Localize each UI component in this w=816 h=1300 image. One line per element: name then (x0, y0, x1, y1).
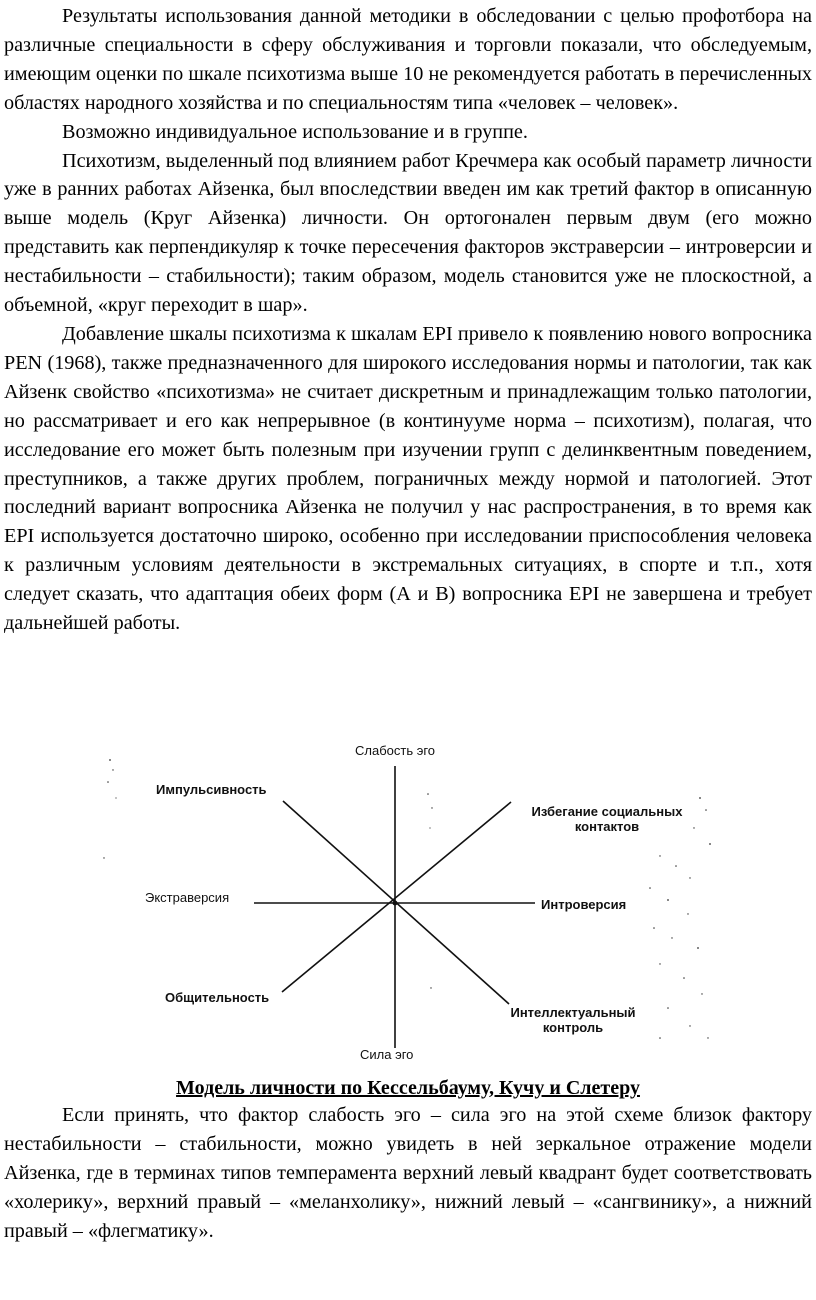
paragraph: Если принять, что фактор слабость эго – сила эго на этой схеме близок фактору нестабильности – стабильности, можно увидеть в ней зеркальное отражение модели Айзенка, где в терминах типов темперамента верхний левый квадрант будет соответствовать «холерику», верхний правый – «меланхолику», нижний левый – «сангвинику», а нижний правый – «флегматику». (4, 1104, 812, 1242)
text-body (4, 0, 812, 638)
label-extraversion: Экстраверсия (145, 890, 230, 905)
label-social-avoidance (512, 804, 702, 834)
label-ego-weakness: Слабость эго (355, 743, 436, 758)
label-social-avoidance-line1: Избегание социальных (531, 804, 683, 819)
label-intellectual-control-line1: Интеллектуальный (510, 1005, 636, 1020)
text-body-after (4, 1101, 812, 1246)
center-point (393, 901, 398, 906)
label-sociability: Общительность (165, 990, 270, 1005)
paragraph: Возможно индивидуальное использование и в группе. (62, 120, 528, 143)
paragraph: Результаты использования данной методики в обследовании с целью профотбора на различные специальности в сферу обслуживания и торговли показали, что обследуемым, имеющим оценки по шкале психотизма выше 10 не рекомендуется работать в перечисленных областях народного хозяйства и по специальностям типа «человек – человек». (4, 5, 812, 114)
paragraph: Психотизм, выделенный под влиянием работ Кречмера как особый параметр личности уже в ранних работах Айзенка, был впоследствии введен им как третий фактор в описанную выше модель (Круг Айзенка) личности. Он ортогонален первым двум (его можно представить как перпендикуляр к точке пересечения факторов экстраверсии – интроверсии и нестабильности – стабильности); таким образом, модель становится уже не плоскостной, а объемной, «круг переходит в шар». (4, 149, 812, 317)
diagram-lines (0, 738, 816, 1068)
label-introversion: Интроверсия (541, 897, 627, 912)
label-impulsivity: Импульсивность (156, 782, 267, 797)
label-ego-strength: Сила эго (360, 1047, 414, 1062)
paragraph: Добавление шкалы психотизма к шкалам EPI привело к появлению нового вопросника PEN (1968), также предназначенного для широкого исследования нормы и патологии, так как Айзенк свойство «психотизма» не считает дискретным и принадлежащим только патологии, но рассматривает и его как непрерывное (в континууме норма – психотизм), полагая, что исследование его может быть полезным при изучении групп с делинквентным поведением, преступников, а также других проблем, пограничных между нормой и патологией. Этот последний вариант вопросника Айзенка не получил у нас распространения, в то время как EPI используется достаточно широко, особенно при исследовании приспособления человека к различным условиям деятельности в экстремальных ситуациях, в спорте и т.п., хотя следует сказать, что адаптация обеих форм (А и В) вопросника EPI не завершена и требует дальнейшей работы. (4, 322, 812, 635)
label-social-avoidance-line2: контактов (574, 819, 640, 834)
personality-model-diagram (0, 738, 816, 1068)
label-intellectual-control-line2: контроль (542, 1020, 604, 1035)
figure-caption: Модель личности по Кессельбауму, Кучу и Слетеру (176, 1077, 640, 1099)
label-intellectual-control (508, 1005, 638, 1035)
